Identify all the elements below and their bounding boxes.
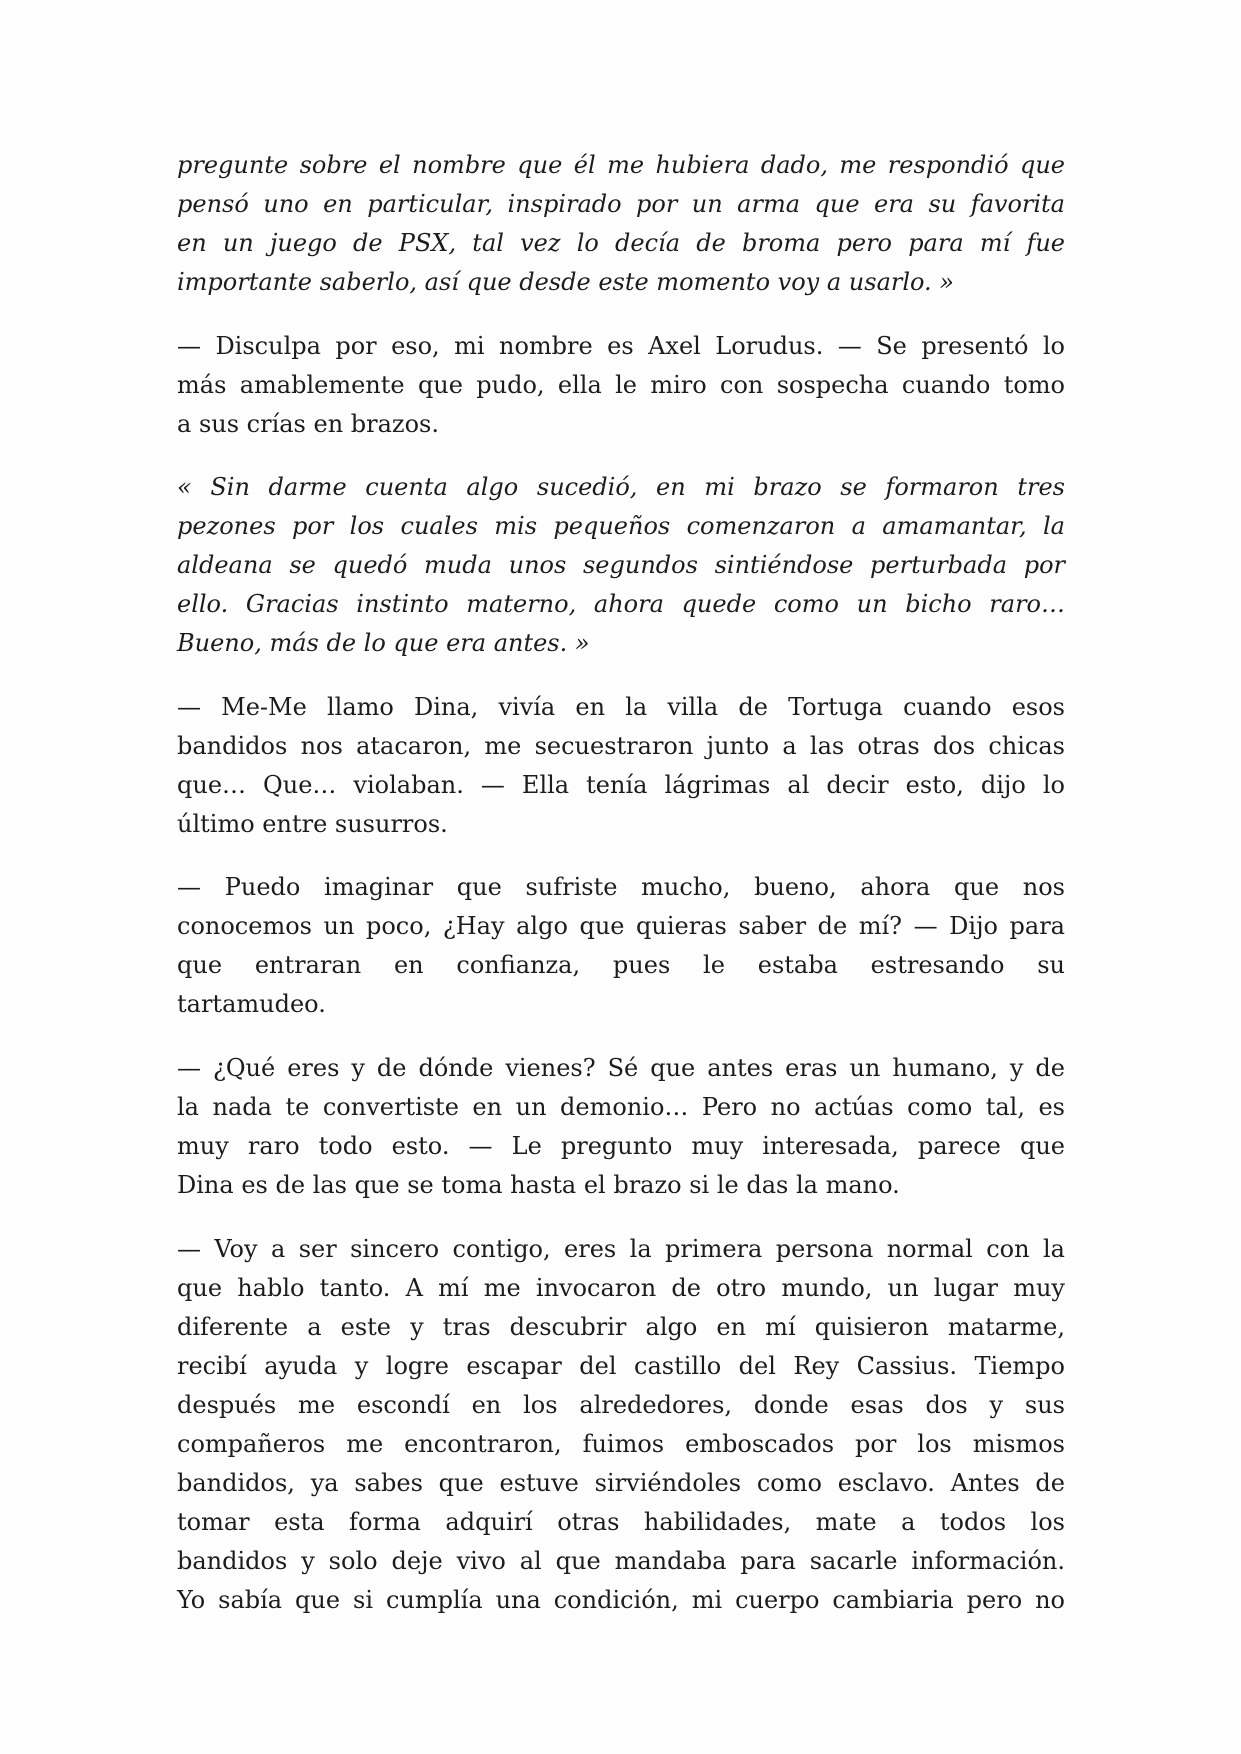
text-line: « Sin darme cuenta algo sucedió, en mi brazo se formaron tres	[177, 473, 1065, 502]
text-line: conocemos un poco, ¿Hay algo que quieras saber de mí? — Dijo para	[177, 912, 1065, 941]
text-line: pregunte sobre el nombre que él me hubiera dado, me respondió que	[177, 151, 1065, 179]
text-line: que entraran en confianza, pues le estaba estresando su	[177, 951, 1065, 980]
text-line: la nada te convertiste en un demonio… Pero no actúas como tal, es	[177, 1092, 1065, 1121]
text-line: — Me-Me llamo Dina, vivía en la villa de Tortuga cuando esos	[177, 692, 1065, 721]
book-page-text	[177, 146, 1065, 1644]
text-line: compañeros me encontraron, fuimos emboscados por los mismos	[177, 1429, 1065, 1458]
text-line: bandidos nos atacaron, me secuestraron junto a las otras dos chicas	[177, 731, 1065, 760]
text-line: Dina es de las que se toma hasta el brazo si le das la mano.	[177, 1170, 900, 1199]
text-line: — Voy a ser sincero contigo, eres la primera persona normal con la	[177, 1234, 1065, 1263]
text-line: tartamudeo.	[177, 990, 326, 1019]
text-line: después me escondí en los alrededores, donde esas dos y sus	[177, 1390, 1065, 1419]
text-line: Bueno, más de lo que era antes. »	[177, 629, 590, 658]
text-line: último entre susurros.	[177, 809, 448, 838]
paragraph	[177, 327, 1065, 444]
paragraph	[177, 1230, 1065, 1620]
text-line: más amablemente que pudo, ella le miro con sospecha cuando tomo	[177, 370, 1065, 399]
text-line: — Disculpa por eso, mi nombre es Axel Lorudus. — Se presentó lo	[177, 331, 1065, 360]
text-line: que… Que… violaban. — Ella tenía lágrimas al decir esto, dijo lo	[177, 770, 1065, 799]
text-line: a sus crías en brazos.	[177, 409, 439, 438]
text-line: bandidos, ya sabes que estuve sirviéndoles como esclavo. Antes de	[177, 1468, 1065, 1497]
text-line: diferente a este y tras descubrir algo en mí quisieron matarme,	[177, 1312, 1065, 1341]
paragraph	[177, 1049, 1065, 1205]
text-line: importante saberlo, así que desde este momento voy a usarlo. »	[177, 268, 954, 296]
italic-paragraph	[177, 146, 1065, 302]
text-line: Yo sabía que si cumplía una condición, mi cuerpo cambiaria pero no	[177, 1585, 1065, 1614]
text-line: en un juego de PSX, tal vez lo decía de broma pero para mí fue	[177, 229, 1065, 257]
paragraph	[177, 688, 1065, 844]
text-line: recibí ayuda y logre escapar del castillo del Rey Cassius. Tiempo	[177, 1351, 1065, 1380]
text-line: — ¿Qué eres y de dónde vienes? Sé que antes eras un humano, y de	[177, 1053, 1065, 1082]
text-line: — Puedo imaginar que sufriste mucho, bueno, ahora que nos	[177, 873, 1065, 902]
italic-paragraph	[177, 468, 1065, 663]
text-line: tomar esta forma adquirí otras habilidades, mate a todos los	[177, 1507, 1065, 1536]
text-line: aldeana se quedó muda unos segundos sintiéndose perturbada por	[177, 551, 1065, 580]
text-line: muy raro todo esto. — Le pregunto muy interesada, parece que	[177, 1131, 1065, 1160]
text-line: pezones por los cuales mis pequeños comenzaron a amamantar, la	[177, 512, 1065, 541]
text-line: pensó uno en particular, inspirado por un arma que era su favorita	[177, 190, 1065, 218]
text-line: bandidos y solo deje vivo al que mandaba para sacarle información.	[177, 1546, 1065, 1575]
paragraph	[177, 868, 1065, 1024]
text-line: ello. Gracias instinto materno, ahora quede como un bicho raro…	[177, 590, 1065, 619]
text-line: que hablo tanto. A mí me invocaron de otro mundo, un lugar muy	[177, 1273, 1065, 1302]
